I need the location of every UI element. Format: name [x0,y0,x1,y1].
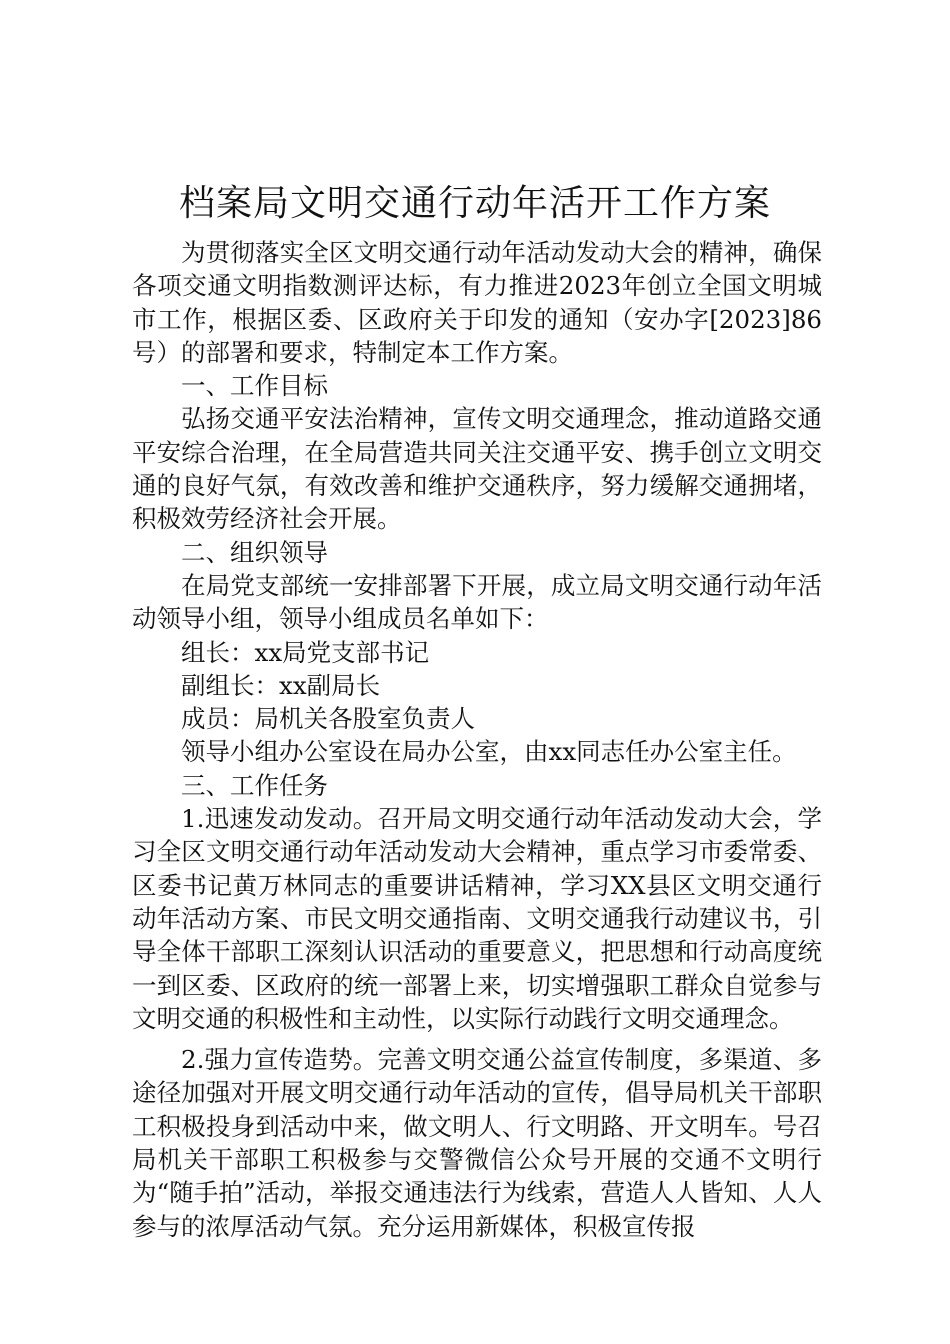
intro-paragraph: 为贯彻落实全区文明交通行动年活动发动大会的精神，确保各项交通文明指数测评达标，有力推进2023年创立全国文明城市工作，根据区委、区政府关于印发的通知（安办字[2023]86号）的部署和要求，特制定本工作方案。 [132,238,822,367]
office-line: 领导小组办公室设在局办公室，由xx同志任办公室主任。 [181,737,797,767]
section-heading-goals: 一、工作目标 [181,371,328,401]
members-line: 成员：局机关各股室负责人 [181,704,475,734]
task-2-paragraph: 2.强力宣传造势。完善文明交通公益宣传制度，多渠道、多途径加强对开展文明交通行动年活动的宣传，倡导局机关干部职工积极投身到活动中来，做文明人、行文明路、开文明车。号召局机关干部职工积极参与交警微信公众号开展的交通不文明行为“随手拍”活动，举报交通违法行为线索，营造人人皆知、人人参与的浓厚活动气氛。充分运用新媒体，积极宣传报 [132,1045,822,1241]
goals-paragraph: 弘扬交通平安法治精神，宣传文明交通理念，推动道路交通平安综合治理，在全局营造共同关注交通平安、携手创立文明交通的良好气氛，有效改善和维护交通秩序，努力缓解交通拥堵，积极效劳经济社会开展。 [132,404,822,534]
document-body [132,236,822,1243]
organization-paragraph: 在局党支部统一安排部署下开展，成立局文明交通行动年活动领导小组，领导小组成员名单如下： [132,570,822,634]
document-title: 档案局文明交通行动年活开工作方案 [178,183,771,224]
deputy-leader-line: 副组长：xx副局长 [181,670,381,700]
section-heading-tasks: 三、工作任务 [181,770,328,800]
section-heading-organization: 二、组织领导 [181,537,328,567]
team-leader-line: 组长：xx局党支部书记 [181,637,430,667]
task-1-paragraph: 1.迅速发动发动。召开局文明交通行动年活动发动大会，学习全区文明交通行动年活动发动大会精神，重点学习市委常委、区委书记黄万林同志的重要讲话精神，学习XX县区文明交通行动年活动方案、市民文明交通指南、文明交通我行动建议书，引导全体干部职工深刻认识活动的重要意义，把思想和行动高度统一到区委、区政府的统一部署上来，切实增强职工群众自觉参与文明交通的积极性和主动性，以实际行动践行文明交通理念。 [132,804,822,1033]
